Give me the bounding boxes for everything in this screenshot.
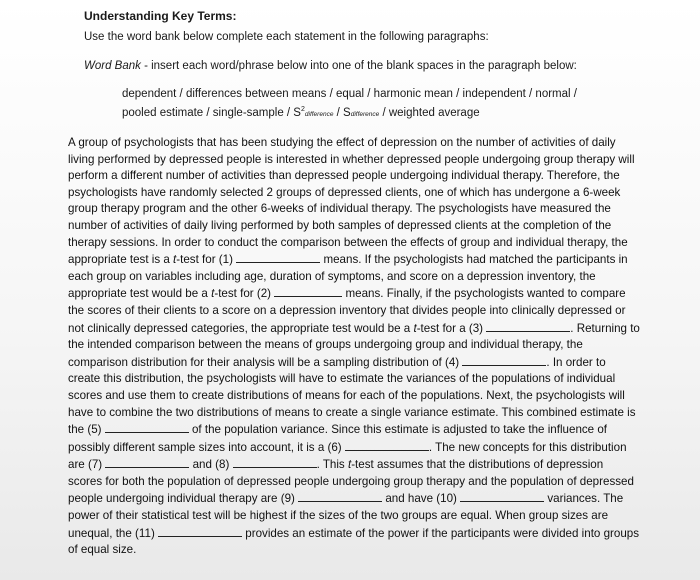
blank-10[interactable]: [460, 490, 544, 502]
instruction-text: Use the word bank below complete each statement in the following paragraphs:: [84, 31, 489, 43]
blank-8[interactable]: [233, 456, 317, 468]
word-bank-line-2: pooled estimate / single-sample / $S^2difference$ / Sdifference / weighted average: [122, 106, 480, 119]
word-bank-label: Word Bank: [84, 60, 141, 72]
word-bank-label-suffix: - insert each word/phrase below into one of the blank spaces in the paragraph below:: [140, 60, 577, 72]
word-bank-instruction: [84, 60, 577, 72]
blank-7[interactable]: [105, 456, 189, 468]
blank-3[interactable]: [486, 320, 570, 332]
blank-11[interactable]: [158, 525, 242, 537]
word-bank-terms: [122, 86, 612, 123]
blank-4[interactable]: [462, 354, 546, 366]
blank-6[interactable]: [345, 439, 429, 451]
blank-2[interactable]: [274, 285, 342, 297]
section-heading: Understanding Key Terms:: [84, 9, 237, 23]
fill-in-paragraph: A group of psychologists that has been studying the effect of depression on the number of activities of daily living performed by depressed people is interested in whether depressed people undergoing group therapy will perform a different number of activities than depressed people undergoing individual therapy. Therefore, the psychologists have randomly selected 2 groups of depressed clients, one of which has undergone a 6-week group therapy program and the other 6-weeks of individual therapy. The psychologists have measured the number of activities of daily living performed by both samples of depressed clients at the completion of the therapy sessions. In order to conduct the comparison between the effects of group and individual therapy, the appropriate test is a t-test for (1) means. If the psychologists had matched the participants in each group on variables including age, duration of symptoms, and score on a depression inventory, the appropriate test would be a t-test for (2) means. Finally, if the psychologists wanted to compare the scores of their clients to a score on a depression inventory that divides people into clinically depressed or not clinically depressed categories, the appropriate test would be a t-test for a (3) . Returning to the intended comparison between the means of groups undergoing group and individual therapy, the comparison distribution for their analysis will be a sampling distribution of (4) . In order to create this distribution, the psychologists will have to estimate the variances of the populations of individual scores and use them to create distributions of means for each of the populations. Next, the psychologists will have to combine the two distributions of means to create a single variance estimate. This combined estimate is the (5) of the population variance. Since this estimate is adjusted to take the influence of possibly different sample sizes into account, it is a (6) . The new concepts for this distribution are (7) and (8) . This t-test assumes that the distributions of depression scores for both the population of depressed people undergoing group therapy and the population of depressed people undergoing individual therapy are (9) and have (10) variances. The power of their statistical test will be highest if the sizes of the two groups are equal. When group sizes are unequal, the (11) provides an estimate of the power if the participants were divided into groups of equal size.: [68, 136, 640, 557]
blank-5[interactable]: [105, 421, 189, 433]
word-bank-line-1: dependent / differences between means / equal / harmonic mean / independent / normal /: [122, 88, 577, 100]
blank-1[interactable]: [236, 251, 320, 263]
blank-9[interactable]: [298, 490, 382, 502]
